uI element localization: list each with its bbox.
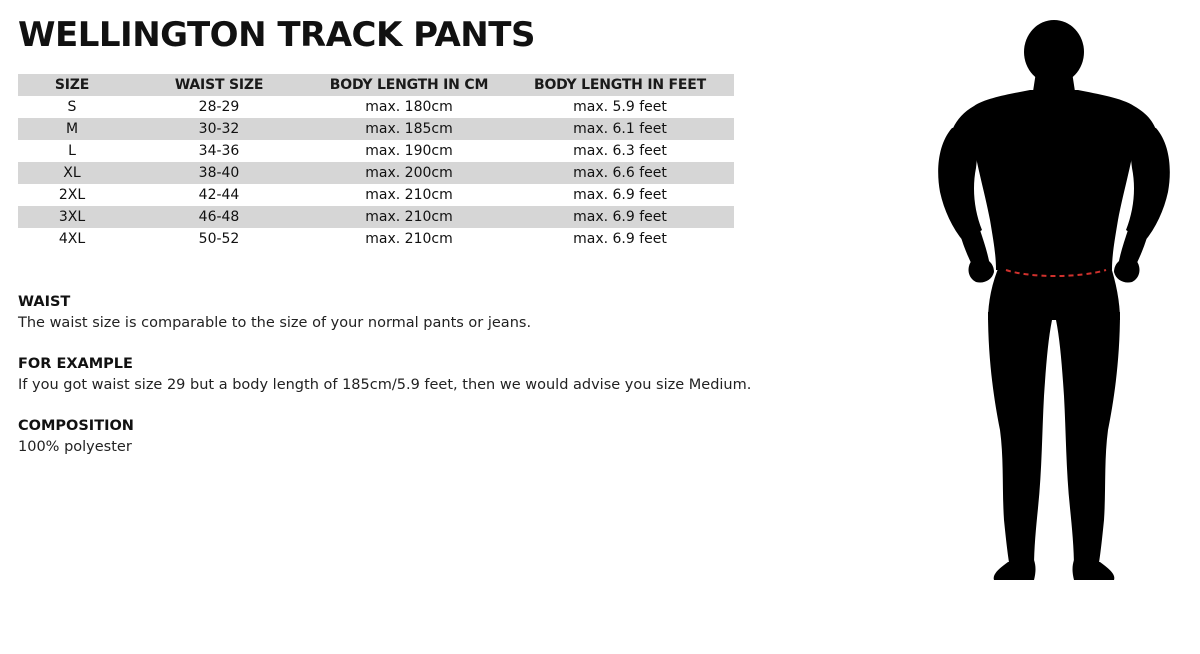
- composition-description: 100% polyester: [18, 439, 132, 455]
- waist-heading: WAIST: [18, 294, 71, 310]
- example-description: If you got waist size 29 but a body length of 185cm/5.9 feet, then we would advise you size Medium.: [18, 377, 752, 393]
- size-cell: 2XL: [58, 187, 86, 203]
- body-length-cm-cell: max. 210cm: [365, 231, 453, 247]
- body-length-cm-cell: max. 210cm: [312, 206, 506, 228]
- example-heading: FOR EXAMPLE: [18, 356, 133, 372]
- table-row: [18, 96, 734, 118]
- waist-section: [18, 292, 531, 334]
- size-chart-table: [18, 74, 734, 250]
- size-cell: XL: [18, 162, 126, 184]
- table-header-row: [18, 74, 734, 96]
- size-cell: M: [18, 118, 126, 140]
- body-length-cm-cell: max. 185cm: [312, 118, 506, 140]
- size-cell: 4XL: [58, 231, 86, 247]
- body-length-feet-cell: max. 6.9 feet: [506, 206, 734, 228]
- table-row: [18, 140, 734, 162]
- body-length-cm-cell: max. 180cm: [365, 99, 453, 115]
- body-length-feet-cell: max. 6.9 feet: [573, 231, 667, 247]
- table-row: [18, 228, 734, 250]
- body-length-feet-cell: max. 5.9 feet: [573, 99, 667, 115]
- body-length-feet-cell: max. 6.3 feet: [573, 143, 667, 159]
- body-length-feet-cell: max. 6.9 feet: [573, 187, 667, 203]
- column-header-size: SIZE: [18, 74, 126, 96]
- body-length-feet-cell: max. 6.6 feet: [506, 162, 734, 184]
- silhouette-shape: [938, 20, 1170, 580]
- table-row: [18, 162, 734, 184]
- table-row: [18, 118, 734, 140]
- body-length-cm-cell: max. 190cm: [365, 143, 453, 159]
- waist-size-cell: 38-40: [126, 162, 312, 184]
- waist-size-cell: 42-44: [198, 187, 240, 203]
- page-title: WELLINGTON TRACK PANTS: [18, 15, 535, 55]
- composition-section: [18, 416, 134, 458]
- waist-size-cell: 30-32: [126, 118, 312, 140]
- column-header-body-length-feet: BODY LENGTH IN FEET: [506, 74, 734, 96]
- body-length-cm-cell: max. 200cm: [312, 162, 506, 184]
- size-cell: 3XL: [18, 206, 126, 228]
- waist-size-cell: 46-48: [126, 206, 312, 228]
- example-section: [18, 354, 751, 396]
- waist-size-cell: 50-52: [198, 231, 240, 247]
- column-header-waist-size: WAIST SIZE: [126, 74, 312, 96]
- composition-heading: COMPOSITION: [18, 418, 134, 434]
- size-cell: L: [68, 143, 76, 159]
- waist-size-cell: 28-29: [198, 99, 240, 115]
- waist-size-cell: 34-36: [198, 143, 240, 159]
- body-silhouette-icon: [930, 20, 1190, 585]
- column-header-body-length-cm: BODY LENGTH IN CM: [312, 74, 506, 96]
- body-length-feet-cell: max. 6.1 feet: [506, 118, 734, 140]
- table-row: [18, 206, 734, 228]
- waist-description: The waist size is comparable to the size of your normal pants or jeans.: [18, 315, 532, 331]
- table-row: [18, 184, 734, 206]
- body-length-cm-cell: max. 210cm: [365, 187, 453, 203]
- size-cell: S: [67, 99, 77, 115]
